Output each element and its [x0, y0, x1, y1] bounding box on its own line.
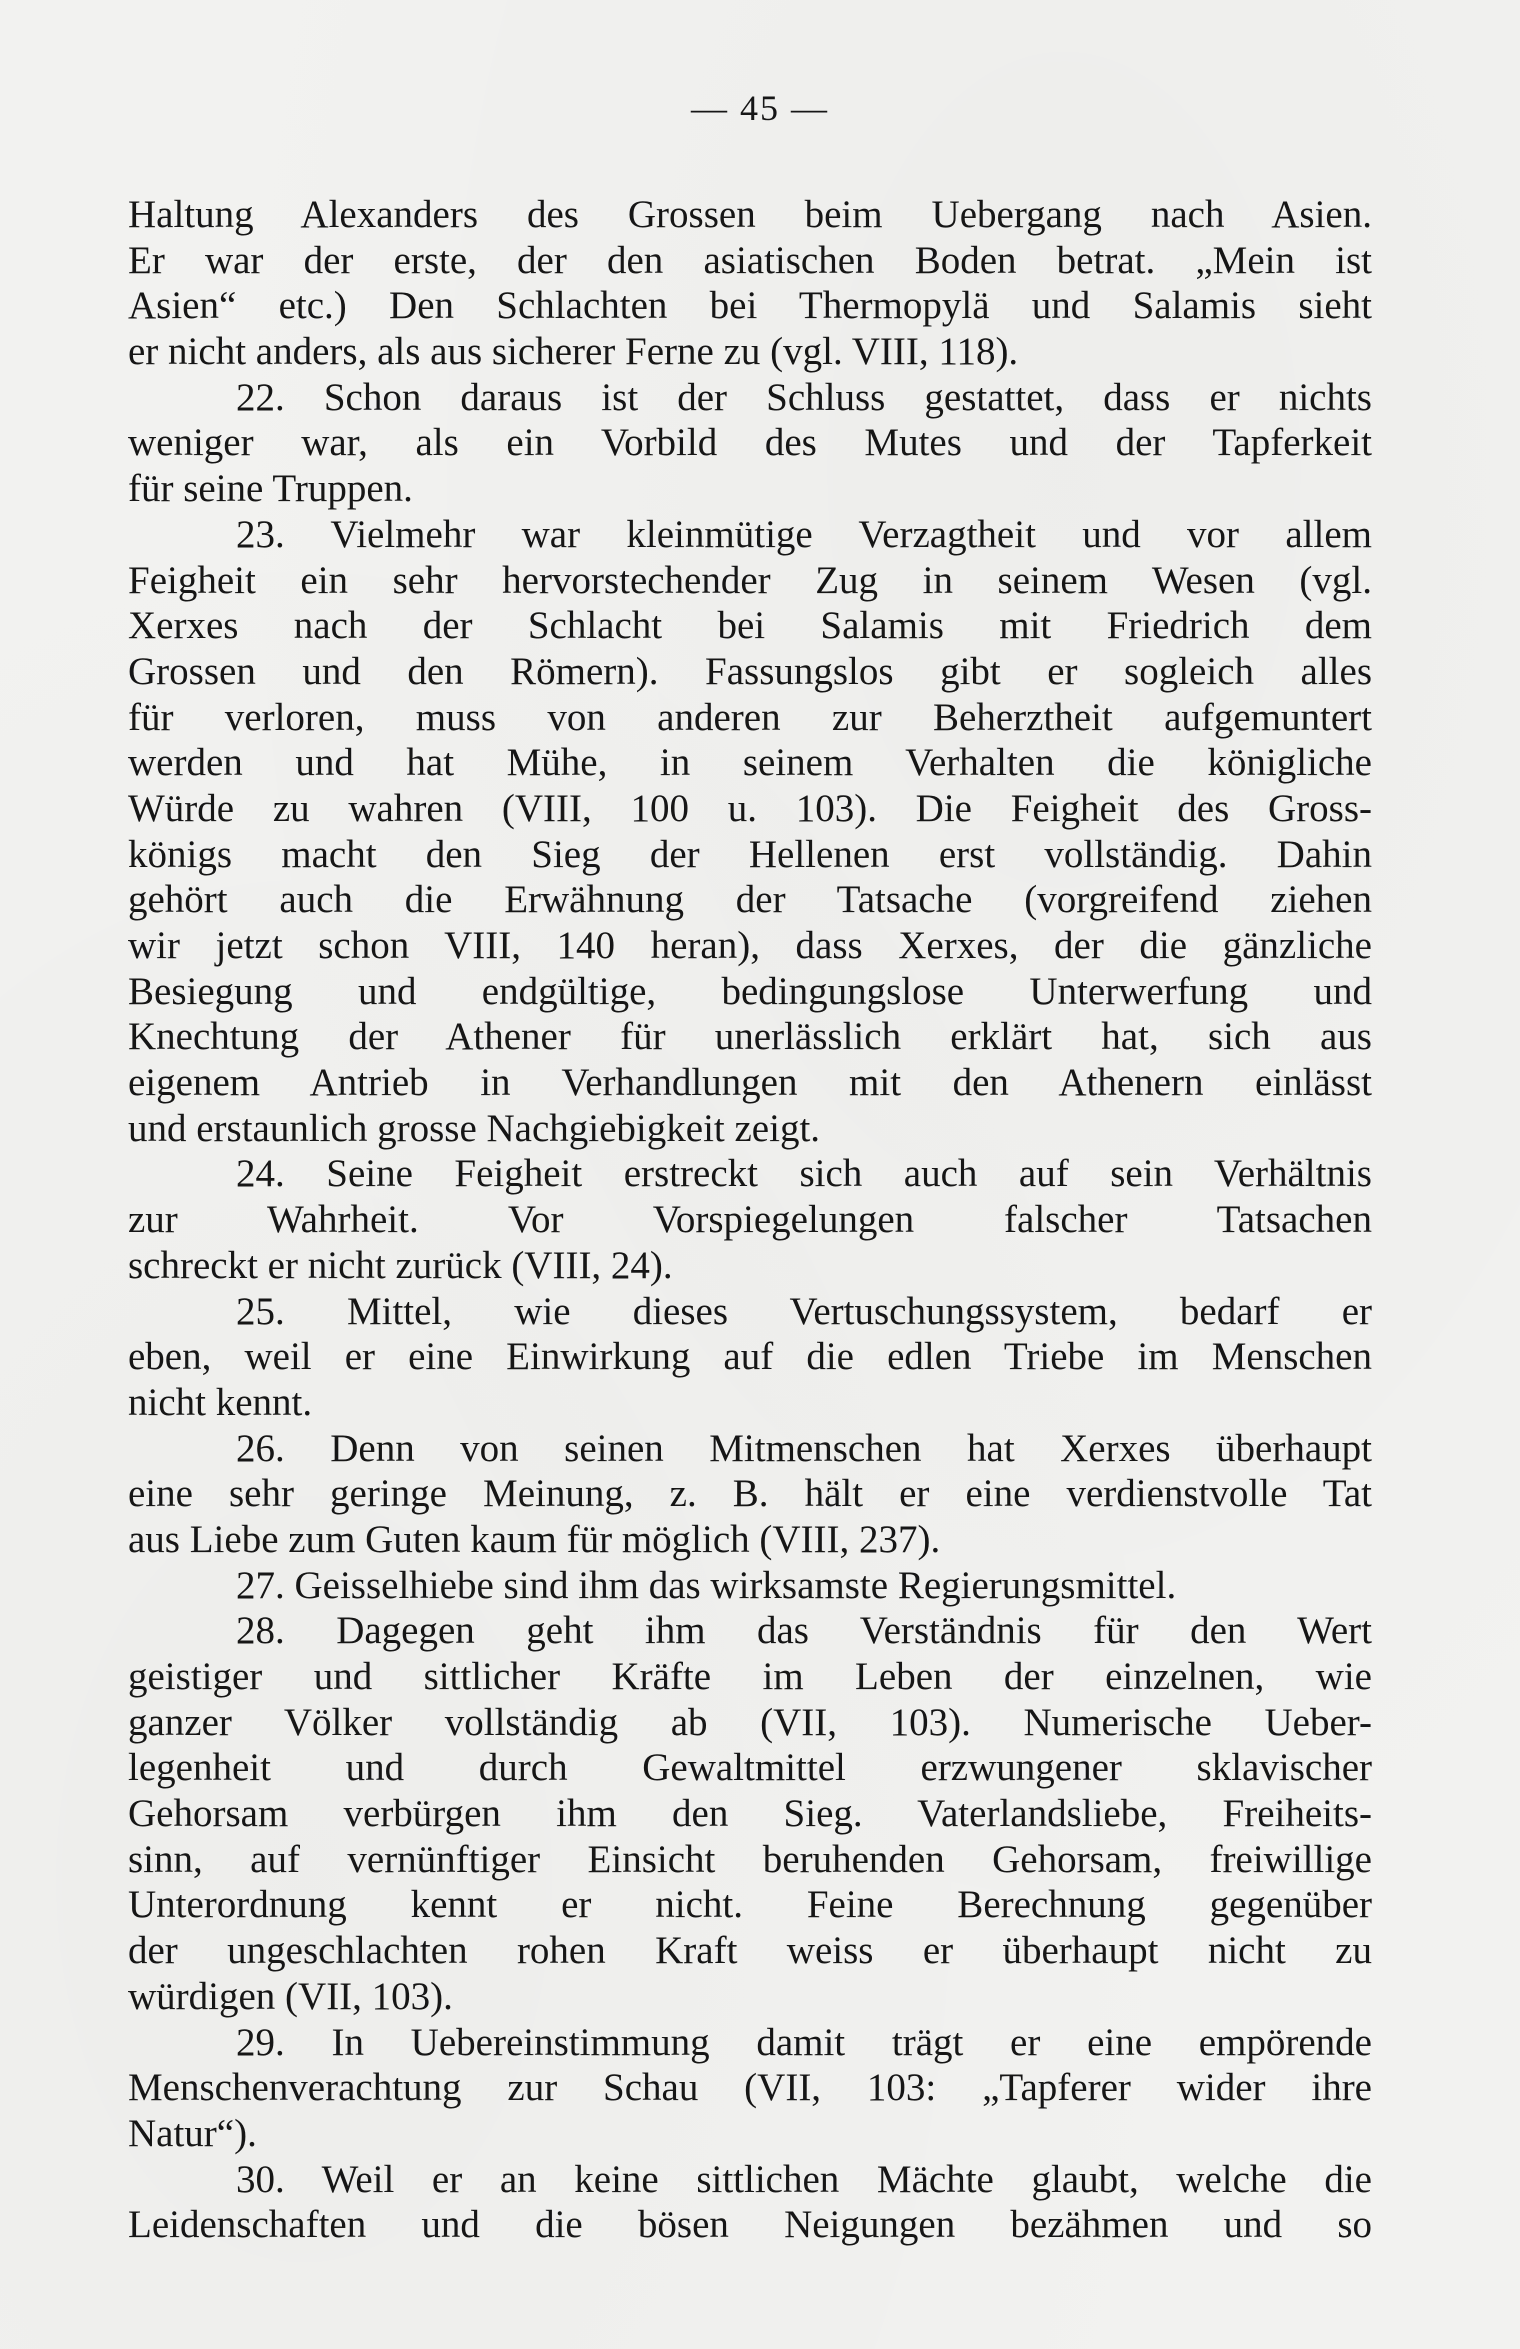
text-line: Würde zu wahren (VIII, 100 u. 103). Die Feigheit des Gross- — [128, 786, 1372, 830]
text-line: 30. Weil er an keine sittlichen Mächte glaubt, welche die — [236, 2157, 1372, 2201]
page-number: — 45 — — [691, 88, 829, 128]
text-line: nicht kennt. — [128, 1380, 313, 1424]
text-line: gehört auch die Erwähnung der Tatsache (vorgreifend ziehen — [128, 878, 1372, 922]
text-line: und erstaunlich grosse Nachgiebigkeit zeigt. — [128, 1106, 821, 1150]
text-line: 25. Mittel, wie dieses Vertuschungssystem, bedarf er — [236, 1289, 1372, 1333]
text-line: eben, weil er eine Einwirkung auf die edlen Triebe im Menschen — [128, 1335, 1372, 1379]
text-line: würdigen (VII, 103). — [128, 1974, 453, 2018]
text-line: legenheit und durch Gewaltmittel erzwungener sklavischer — [128, 1746, 1372, 1790]
text-line: geistiger und sittlicher Kräfte im Leben der einzelnen, wie — [128, 1655, 1372, 1698]
text-line: Unterordnung kennt er nicht. Feine Berechnung gegenüber — [128, 1883, 1372, 1927]
text-line: sinn, auf vernünftiger Einsicht beruhenden Gehorsam, freiwillige — [128, 1837, 1372, 1881]
text-line: 22. Schon daraus ist der Schluss gestattet, dass er nichts — [236, 375, 1372, 419]
text-line: für seine Truppen. — [128, 467, 413, 511]
text-line: Besiegung und endgültige, bedingungslose Unterwerfung und — [128, 969, 1372, 1013]
text-line: Er war der erste, der den asiatischen Boden betrat. „Mein ist — [128, 238, 1372, 282]
text-line: 26. Denn von seinen Mitmenschen hat Xerxes überhaupt — [236, 1426, 1372, 1470]
text-line: eigenem Antrieb in Verhandlungen mit den Athenern einlässt — [128, 1061, 1372, 1105]
text-line: Xerxes nach der Schlacht bei Salamis mit Friedrich dem — [128, 604, 1372, 648]
text-line: 28. Dagegen geht ihm das Verständnis für den Wert — [236, 1609, 1372, 1653]
text-line: 23. Vielmehr war kleinmütige Verzagtheit und vor allem — [236, 512, 1372, 556]
text-line: Gehorsam verbürgen ihm den Sieg. Vaterlandsliebe, Freiheits- — [128, 1792, 1372, 1836]
text-line: Menschenverachtung zur Schau (VII, 103: „Tapferer wider ihre — [128, 2066, 1372, 2110]
text-line: Natur“). — [128, 2111, 257, 2155]
text-line: ganzer Völker vollständig ab (VII, 103). Numerische Ueber- — [128, 1700, 1372, 1744]
text-line: werden und hat Mühe, in seinem Verhalten die königliche — [128, 741, 1372, 785]
text-line: eine sehr geringe Meinung, z. B. hält er eine verdienstvolle Tat — [128, 1472, 1372, 1516]
text-line: 27. Geisselhiebe sind ihm das wirksamste Regierungsmittel. — [236, 1563, 1177, 1607]
text-line: 29. In Uebereinstimmung damit trägt er eine empörende — [236, 2020, 1372, 2064]
body-text — [128, 192, 1372, 2248]
text-line: Leidenschaften und die bösen Neigungen bezähmen und so — [128, 2203, 1372, 2247]
text-line: Knechtung der Athener für unerlässlich erklärt hat, sich aus — [128, 1015, 1372, 1059]
text-line: wir jetzt schon VIII, 140 heran), dass Xerxes, der die gänzliche — [128, 924, 1372, 967]
text-line: Haltung Alexanders des Grossen beim Uebergang nach Asien. — [128, 193, 1372, 236]
text-line: Asien“ etc.) Den Schlachten bei Thermopylä und Salamis sieht — [128, 284, 1372, 328]
text-line: er nicht anders, als aus sicherer Ferne zu (vgl. VIII, 118). — [128, 330, 1019, 374]
text-line: für verloren, muss von anderen zur Beherztheit aufgemuntert — [128, 695, 1372, 739]
text-line: weniger war, als ein Vorbild des Mutes und der Tapferkeit — [128, 421, 1372, 465]
text-line: königs macht den Sieg der Hellenen erst vollständig. Dahin — [128, 832, 1372, 876]
text-line: 24. Seine Feigheit erstreckt sich auch auf sein Verhältnis — [236, 1152, 1372, 1196]
text-line: aus Liebe zum Guten kaum für möglich (VIII, 237). — [128, 1517, 941, 1561]
text-line: Grossen und den Römern). Fassungslos gibt er sogleich alles — [128, 649, 1372, 693]
text-line: der ungeschlachten rohen Kraft weiss er überhaupt nicht zu — [128, 1929, 1372, 1973]
text-line: schreckt er nicht zurück (VIII, 24). — [128, 1243, 673, 1287]
text-line: Feigheit ein sehr hervorstechender Zug in seinem Wesen (vgl. — [128, 558, 1372, 602]
text-line: zur Wahrheit. Vor Vorspiegelungen falscher Tatsachen — [128, 1198, 1372, 1242]
